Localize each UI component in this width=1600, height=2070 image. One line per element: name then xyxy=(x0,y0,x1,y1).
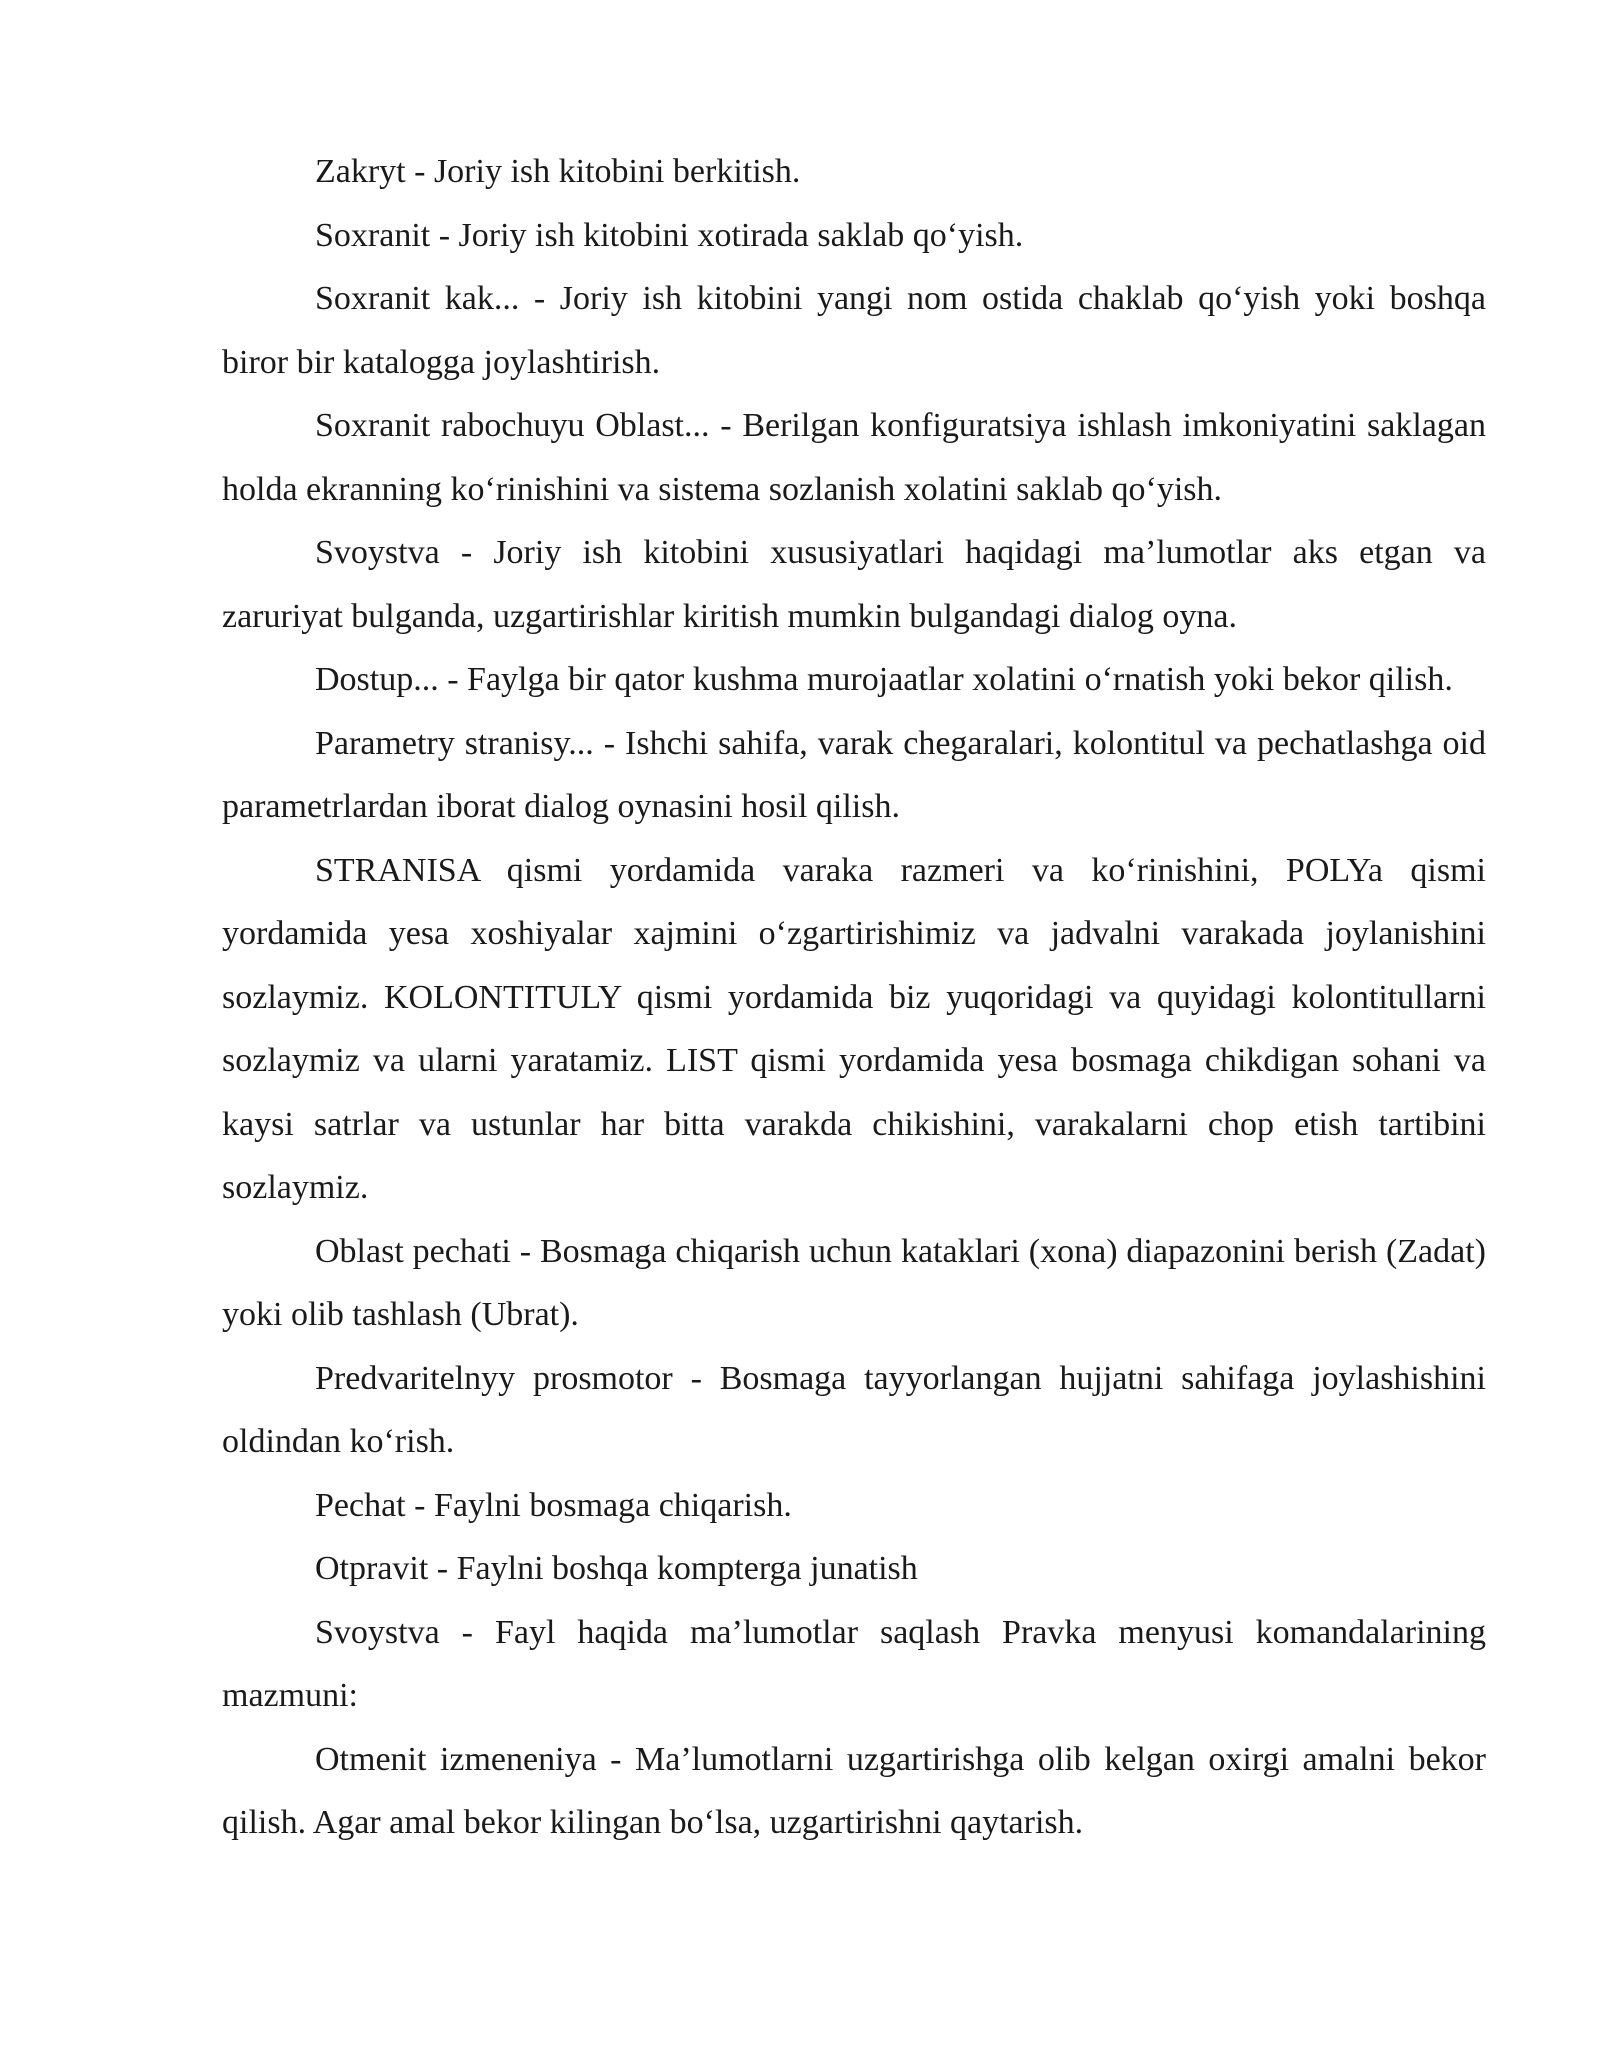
paragraph-pechat: Pechat - Faylni bosmaga chiqarish. xyxy=(315,1486,792,1524)
paragraph-dostup: Dostup... - Faylga bir qator kushma murojaatlar xolatini o‘rnatish yoki bekor qilish. xyxy=(315,661,1453,698)
document-body xyxy=(222,140,1486,1855)
paragraph-stranisa-qismi: STRANISA qismi yordamida varaka razmeri va ko‘rinishini, POLYa qismi yordamida yesa xoshiyalar xajmini o‘zgartirishimiz va jadvalni varakada joylanishini sozlaymiz. KOLONTITULY qismi yordamida biz yuqoridagi va quyidagi kolontitullarni sozlaymiz va ularni yaratamiz. LIST qismi yordamida yesa bosmaga chikdigan sohani va kaysi satrlar va ustunlar har bitta varakda chikishini, varakalarni chop etish tartibini sozlaymiz. xyxy=(222,851,1486,1206)
paragraph-soxranit: Soxranit - Joriy ish kitobini xotirada saklab qo‘yish. xyxy=(315,216,1024,254)
paragraph-svoystva-fayl: Svoystva - Fayl haqida ma’lumotlar saqlash Pravka menyusi komandalarining mazmuni: xyxy=(222,1613,1486,1714)
paragraph-otpravit: Otpravit - Faylni boshqa kompterga junatish xyxy=(315,1550,918,1587)
paragraph-predvaritelnyy-prosmotor: Predvaritelnyy prosmotor - Bosmaga tayyorlangan hujjatni sahifaga joylashishini oldindan ko‘rish. xyxy=(222,1359,1486,1460)
paragraph-otmenit-izmeneniya: Otmenit izmeneniya - Ma’lumotlarni uzgartirishga olib kelgan oxirgi amalni bekor qilish. Agar amal bekor kilingan bo‘lsa, uzgartirishni qaytarish. xyxy=(222,1740,1486,1841)
paragraph-soxranit-rabochuyu-oblast: Soxranit rabochuyu Oblast... - Berilgan konfiguratsiya ishlash imkoniyatini saklagan holda ekranning ko‘rinishini va sistema sozlanish xolatini saklab qo‘yish. xyxy=(222,407,1486,508)
paragraph-zakryt: Zakryt - Joriy ish kitobini berkitish. xyxy=(315,153,801,190)
paragraph-svoystva-kitob: Svoystva - Joriy ish kitobini xususiyatlari haqidagi ma’lumotlar aks etgan va zaruriyat bulganda, uzgartirishlar kiritish mumkin bulgandagi dialog oyna. xyxy=(222,534,1486,635)
paragraph-oblast-pechati: Oblast pechati - Bosmaga chiqarish uchun kataklari (xona) diapazonini berish (Zadat) yoki olib tashlash (Ubrat). xyxy=(222,1232,1486,1333)
paragraph-parametry-stranisy: Parametry stranisy... - Ishchi sahifa, varak chegaralari, kolontitul va pechatlashga oid parametrlardan iborat dialog oynasini hosil qilish. xyxy=(222,724,1486,825)
paragraph-soxranit-kak: Soxranit kak... - Joriy ish kitobini yangi nom ostida chaklab qo‘yish yoki boshqa biror bir katalogga joylashtirish. xyxy=(222,280,1486,381)
